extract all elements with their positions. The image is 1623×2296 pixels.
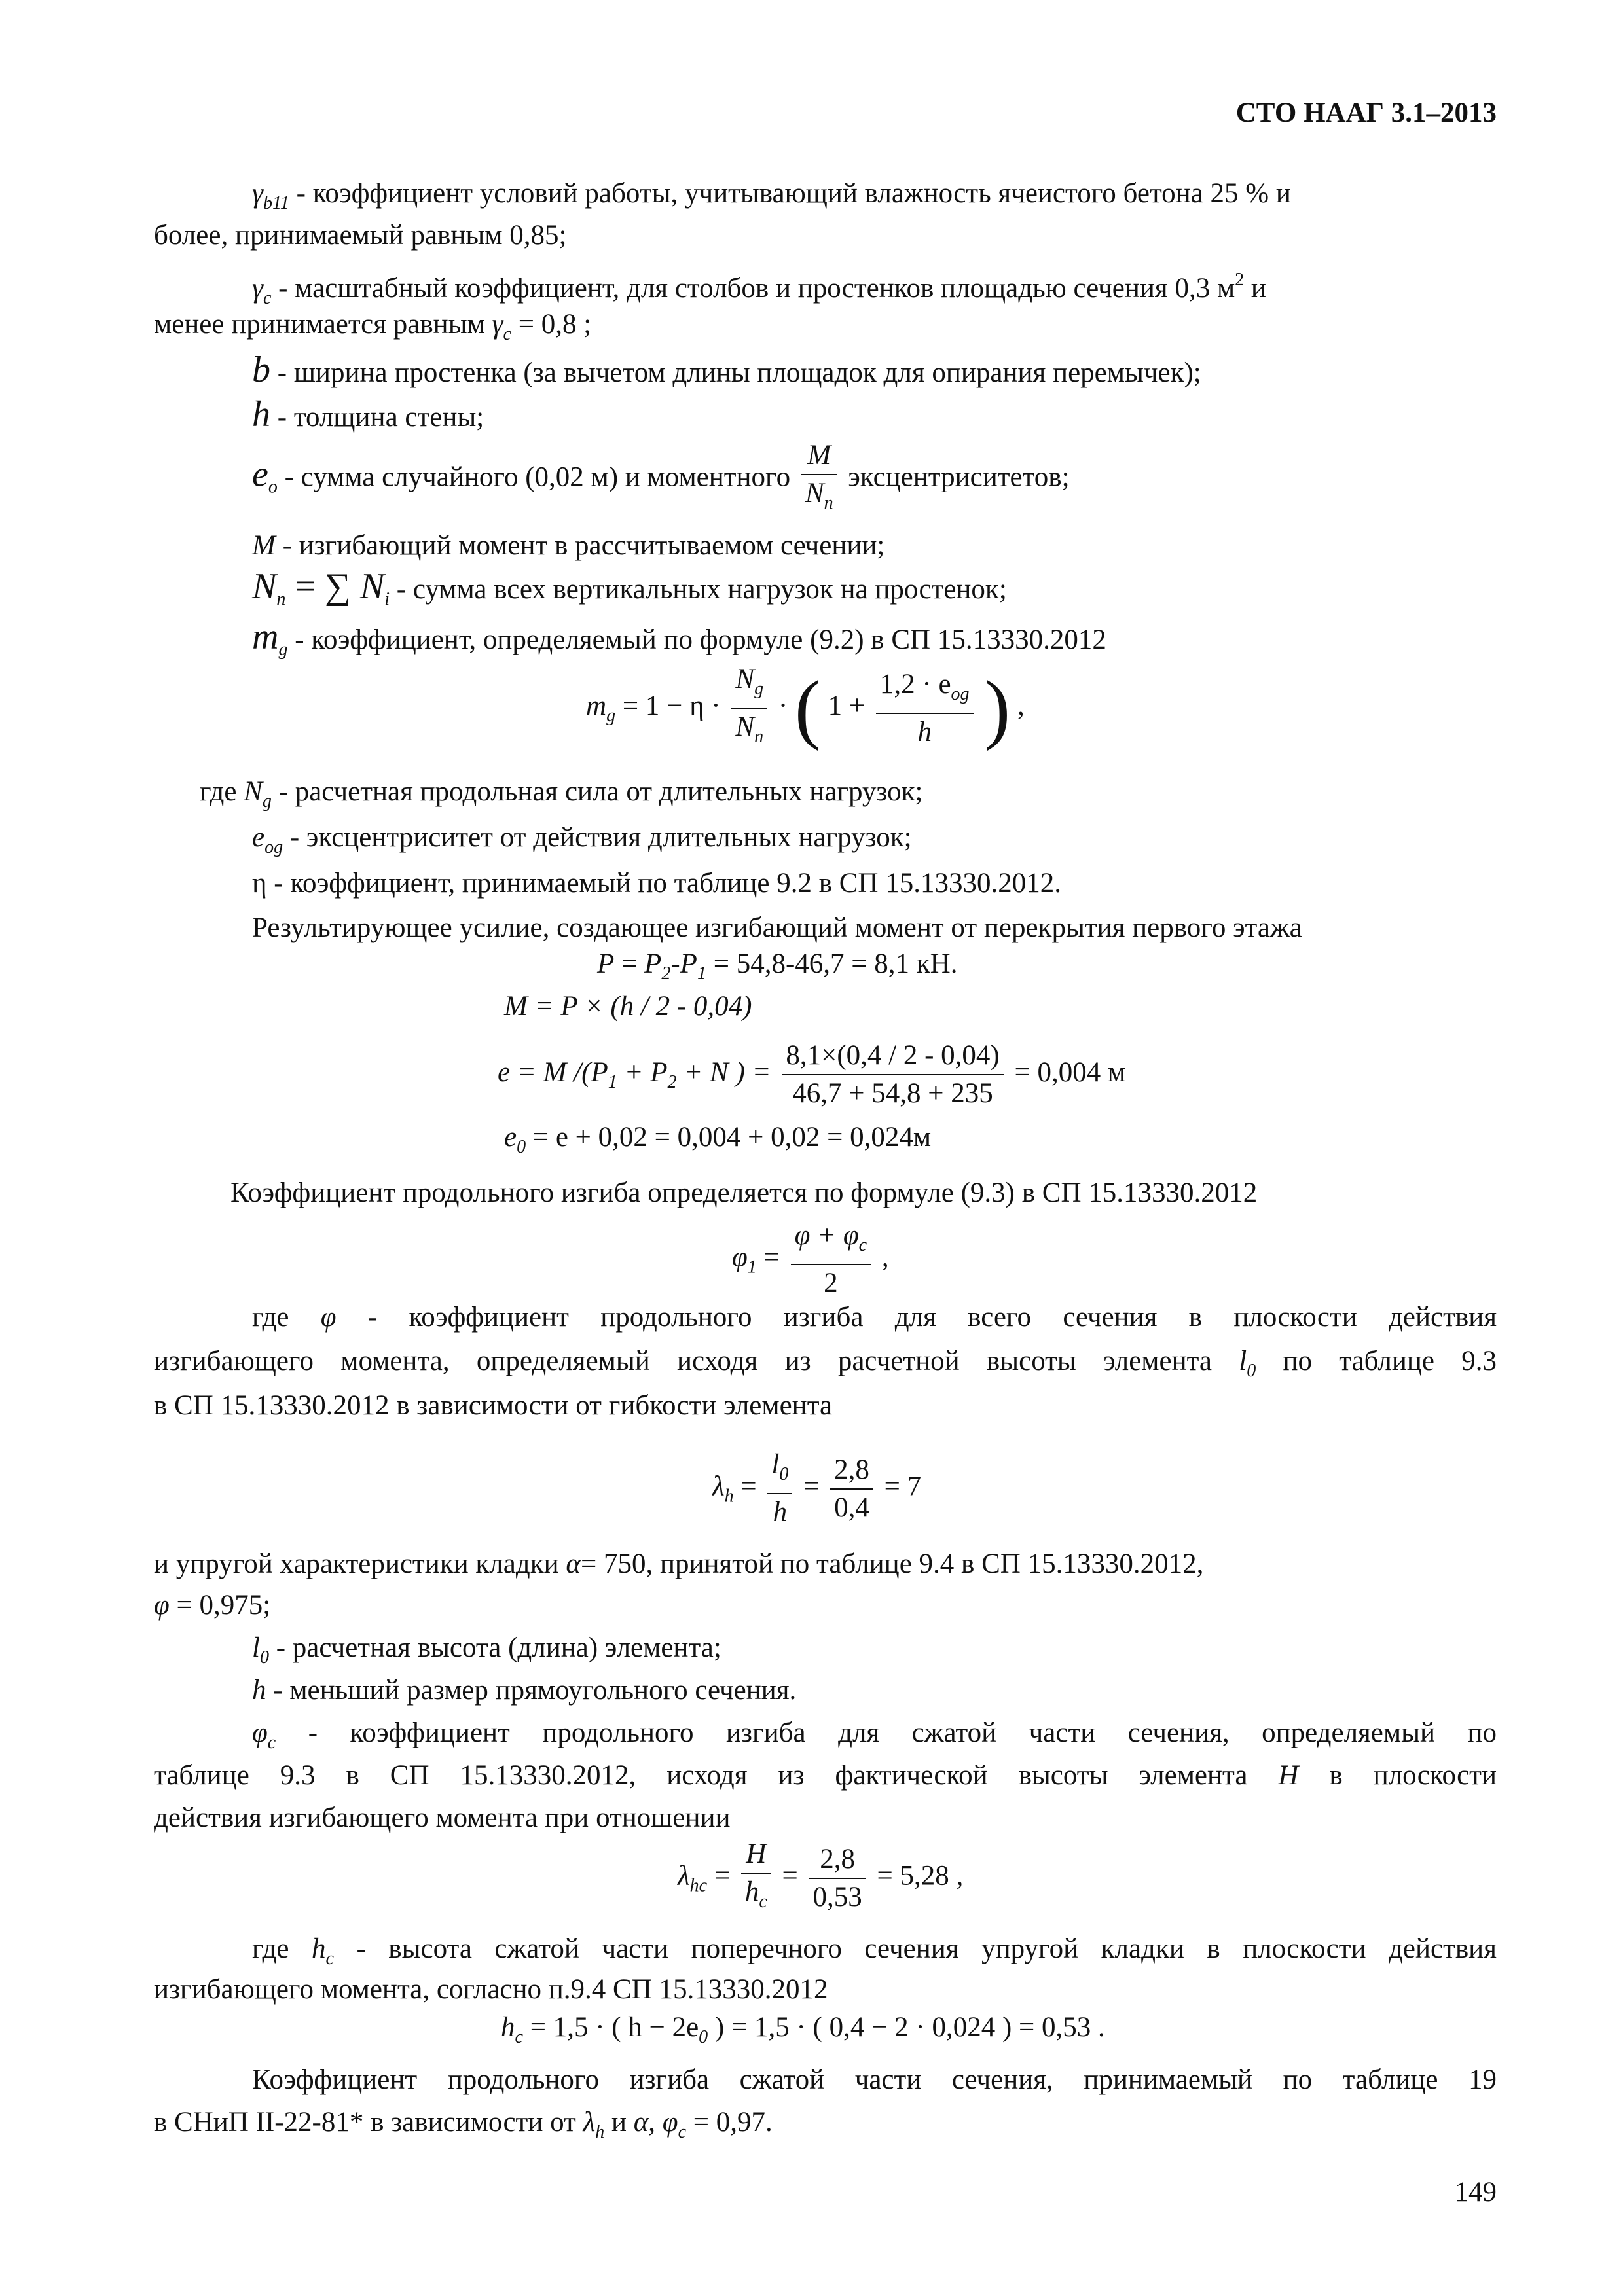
formula-phi1: $\varphi_1$ = $\frac{\varphi + \varphi_c}{2}$ , — [732, 1217, 889, 1302]
text-line: изгибающего момента, согласно п.9.4 СП 15.13330.2012 — [154, 1974, 828, 2005]
text-line: η - коэффициент, принимаемый по таблице 9.2 в СП 15.13330.2012. — [252, 868, 1061, 899]
fraction: $\frac{H}{h_c}$ — [741, 1836, 771, 1920]
fraction: $\frac{2,8}{0,53}$ — [809, 1841, 866, 1916]
text-line: $\varphi_c$ - коэффициент продольного изгиба для сжатой части сечения, определяемый по — [252, 1717, 1497, 1753]
text-line: $\gamma_c$ - масштабный коэффициент, для столбов и простенков площадью сечения 0,3 $м^2$ и — [252, 270, 1266, 308]
formula-mg: $m_g = 1 - \eta$ · $\frac{N_g}{N_n}$ · ( 1 + $\frac{1,2 \cdot e_{og}}{h}$ ) , — [586, 661, 1025, 755]
formula-lambda-h: $\lambda_h$ = $\frac{l_0}{h}$ = $\frac{2,8}{0,4}$ = 7 — [712, 1446, 921, 1531]
fraction: $\frac{1,2 \cdot e_{og}}{h}$ — [876, 666, 974, 751]
text-line: менее принимается равным $\gamma_c = 0,8$ ; — [154, 309, 592, 344]
document-header: СТО НААГ 3.1–2013 — [1235, 98, 1497, 128]
text-line: $m_g$ - коэффициент, определяемый по формуле (9.2) в СП 15.13330.2012 — [252, 617, 1106, 660]
text-line: таблице 9.3 в СП 15.13330.2012, исходя из фактической высоты элемента H в плоскости — [154, 1760, 1497, 1791]
text-line: в СНиП II-22-81* в зависимости от $\lambda_h$ и α, $\varphi_c = 0,97$. — [154, 2107, 773, 2142]
text-line: изгибающего момента, определяемый исходя из расчетной высоты элемента $l_0$ по таблице 9.3 — [154, 1346, 1497, 1381]
text-line: и упругой характеристики кладки α= 750, принятой по таблице 9.4 в СП 15.13330.2012, — [154, 1549, 1204, 1579]
fraction: $\frac{N_g}{N_n}$ — [731, 661, 767, 755]
text-line: Коэффициент продольного изгиба определяется по формуле (9.3) в СП 15.13330.2012 — [230, 1177, 1258, 1208]
fraction: $\frac{l_0}{h}$ — [767, 1446, 792, 1531]
formula-lambda-hc: $\lambda_{hc}$ = $\frac{H}{h_c}$ = $\frac{2,8}{0,53}$ = 5,28 , — [678, 1836, 963, 1920]
text-line: b - ширина простенка (за вычетом длины площадок для опирания перемычек); — [252, 350, 1201, 390]
text-line: M - изгибающий момент в рассчитываемом сечении; — [252, 530, 885, 561]
text-line: Коэффициент продольного изгиба сжатой части сечения, принимаемый по таблице 19 — [252, 2064, 1497, 2095]
right-paren: ) — [984, 664, 1011, 751]
formula-eccentricity: e = M $/(P_1 + P_2 + N$ ) = $\frac{8,1\times(0,4 / 2 - 0,04)}{46,7 + 54,8 + 235}$ = 0,004 м — [498, 1037, 1125, 1112]
text-line: h - толщина стены; — [252, 394, 484, 435]
formula-moment: M = P × (h / 2 - 0,04) — [504, 991, 752, 1022]
fraction: $\frac{8,1\times(0,4 / 2 - 0,04)}{46,7 + 54,8 + 235}$ — [782, 1037, 1003, 1112]
text-line: более, принимаемый равным 0,85; — [154, 220, 567, 251]
text-line: $N_n$ = ∑ $N_i$ - сумма всех вертикальных нагрузок на простенок; — [252, 566, 1007, 609]
text-line: где $h_c$ - высота сжатой части поперечного сечения упругой кладки в плоскости действия — [252, 1933, 1497, 1969]
text-line: $l_0$ - расчетная высота (длина) элемента; — [252, 1632, 721, 1668]
left-paren: ( — [794, 664, 821, 751]
fraction: $\frac{2,8}{0,4}$ — [830, 1452, 873, 1526]
text-line: $P = P_2-P_1 = 54,8-46,7 = 8,1$ кН. — [597, 948, 958, 984]
text-line: в СП 15.13330.2012 в зависимости от гибкости элемента — [154, 1390, 833, 1421]
page-number: 149 — [1454, 2177, 1497, 2208]
text-line: $e_{og}$ - эксцентриситет от действия длительных нагрузок; — [252, 822, 912, 857]
formula-e0: $e_0 = e + 0,02 = 0,004 + 0,02 = 0,024м$ — [504, 1122, 932, 1157]
text-line: $\gamma_{b11}$ - коэффициент условий работы, учитывающий влажность ячеистого бетона 25 % и — [252, 178, 1291, 213]
text-line: где $N_g$ - расчетная продольная сила от длительных нагрузок; — [200, 776, 923, 812]
fraction: $\frac{M}{N_n}$ — [801, 437, 837, 522]
text-line: φ = 0,975; — [154, 1590, 271, 1621]
text-line: действия изгибающего момента при отношении — [154, 1803, 731, 1833]
text-line: $e_o$ - сумма случайного (0,02 м) и моментного $\frac{M}{N_n}$ эксцентриситетов; — [252, 437, 1070, 522]
formula-hc: $h_c = 1,5$ · ( $h - 2e_0$ ) = 1,5 · ( 0,4 − 2 · 0,024 ) = 0,53 . — [501, 2012, 1105, 2047]
text-line: h - меньший размер прямоугольного сечения. — [252, 1675, 797, 1706]
fraction: $\frac{\varphi + \varphi_c}{2}$ — [791, 1217, 871, 1302]
text-line: Результирующее усилие, создающее изгибающий момент от перекрытия первого этажа — [252, 912, 1302, 943]
text-line: где φ - коэффициент продольного изгиба для всего сечения в плоскости действия — [252, 1302, 1497, 1333]
